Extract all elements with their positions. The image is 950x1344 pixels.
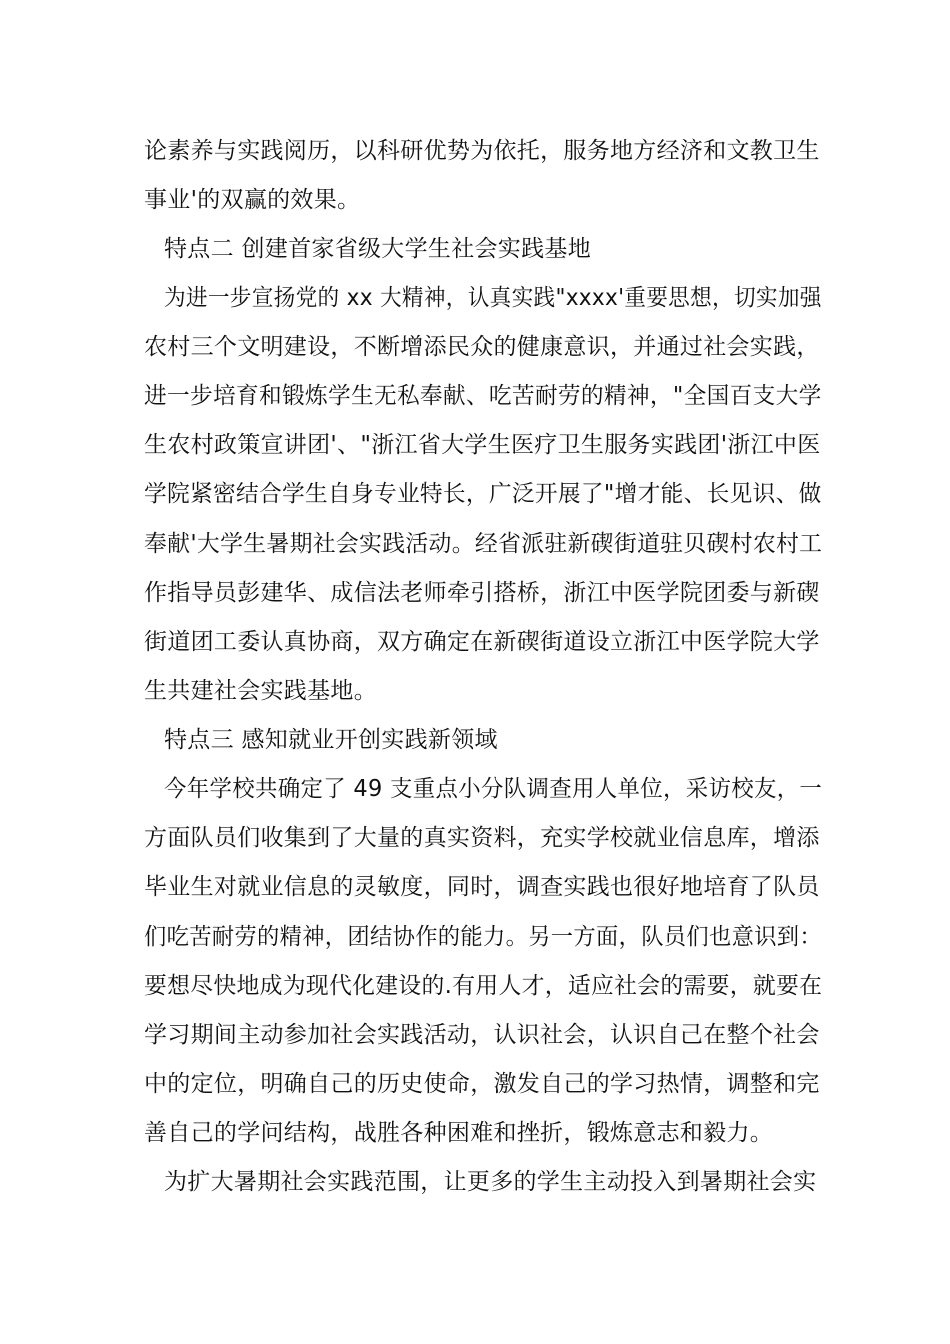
text-line: 生共建社会实践基地。 bbox=[144, 678, 377, 704]
section-heading: 特点二 创建首家省级大学生社会实践基地 bbox=[164, 236, 592, 262]
text-line: 要想尽快地成为现代化建设的.有用人才，适应社会的需要，就要在 bbox=[144, 973, 823, 999]
text-line: 农村三个文明建设，不断增添民众的健康意识，并通过社会实践， bbox=[144, 334, 820, 360]
text-line: 中的定位，明确自己的历史使命，激发自己的学习热情，调整和完 bbox=[144, 1071, 820, 1097]
text-line: 们吃苦耐劳的精神，团结协作的能力。另一方面，队员们也意识到： bbox=[144, 924, 822, 950]
text-line: 奉献'大学生暑期社会实践活动。经省派驻新碶街道驻贝碶村农村工 bbox=[144, 531, 823, 557]
text-line: 作指导员彭建华、成信法老师牵引搭桥，浙江中医学院团委与新碶 bbox=[144, 580, 820, 606]
section-heading: 特点三 感知就业开创实践新领域 bbox=[164, 727, 498, 753]
text-line: 进一步培育和锻炼学生无私奉献、吃苦耐劳的精神，"全国百支大学 bbox=[144, 383, 822, 409]
text-line: 事业'的双赢的效果。 bbox=[144, 187, 361, 213]
text-line: 论素养与实践阅历，以科研优势为依托，服务地方经济和文教卫生 bbox=[144, 138, 820, 164]
text-line: 学习期间主动参加社会实践活动，认识社会，认识自己在整个社会 bbox=[144, 1022, 820, 1048]
text-line: 生农村政策宣讲团'、"浙江省大学生医疗卫生服务实践团'浙江中医 bbox=[144, 432, 821, 458]
text-line: 今年学校共确定了 49 支重点小分队调查用人单位，采访校友，一 bbox=[164, 776, 823, 802]
text-line: 为进一步宣扬党的 xx 大精神，认真实践"xxxx'重要思想，切实加强 bbox=[164, 285, 822, 311]
text-line: 毕业生对就业信息的灵敏度，同时，调查实践也很好地培育了队员 bbox=[144, 874, 820, 900]
text-line: 学院紧密结合学生自身专业特长，广泛开展了"增才能、长见识、做 bbox=[144, 481, 822, 507]
text-line: 方面队员们收集到了大量的真实资料，充实学校就业信息库，增添 bbox=[144, 825, 820, 851]
text-line: 街道团工委认真协商，双方确定在新碶街道设立浙江中医学院大学 bbox=[144, 629, 820, 655]
text-line: 善自己的学问结构，战胜各种困难和挫折，锻炼意志和毅力。 bbox=[144, 1120, 774, 1146]
text-line: 为扩大暑期社会实践范围，让更多的学生主动投入到暑期社会实 bbox=[164, 1169, 817, 1195]
